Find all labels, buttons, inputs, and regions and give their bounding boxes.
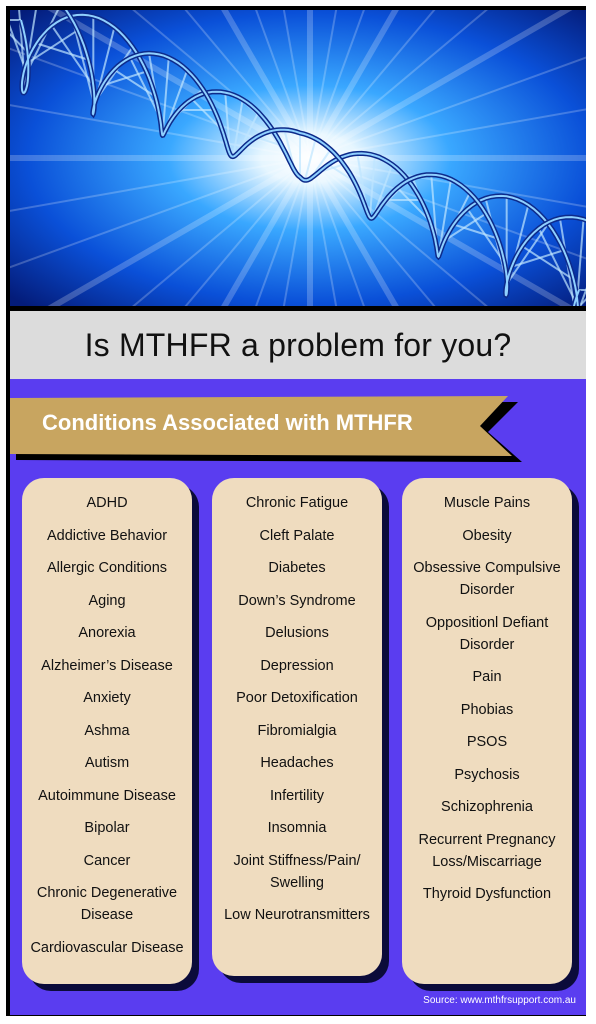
condition-item: Anorexia <box>78 625 136 641</box>
condition-item: Autism <box>84 755 130 771</box>
condition-item: Psychosis <box>454 766 520 783</box>
condition-item: Ashma <box>84 722 130 739</box>
condition-item: Oppositionl Defiant Disorder <box>425 614 549 653</box>
condition-item: Chronic Fatigue <box>245 495 349 511</box>
condition-item: Aging <box>88 592 126 609</box>
condition-item: Fibromialgia <box>257 722 337 739</box>
condition-item: Infertility <box>270 787 324 804</box>
dna-helix-image <box>10 10 586 306</box>
condition-item: Anxiety <box>83 690 131 706</box>
condition-item: Alzheimer’s Disease <box>41 657 173 674</box>
condition-item: Insomnia <box>267 820 327 836</box>
condition-item: Headaches <box>260 755 334 771</box>
condition-item: Cardiovascular Disease <box>30 939 184 956</box>
condition-item: Obsessive Compulsive Disorder <box>413 560 561 598</box>
condition-item: Thyroid Dysfunction <box>422 886 552 902</box>
banner-label: Conditions Associated with MTHFR <box>42 410 413 435</box>
conditions-column-3 <box>402 478 572 984</box>
title-band <box>10 311 586 379</box>
conditions-banner <box>10 396 530 466</box>
condition-item: Muscle Pains <box>443 495 531 511</box>
source-credit: Source: www.mthfrsupport.com.au <box>423 995 576 1006</box>
condition-item: ADHD <box>86 495 128 511</box>
condition-item: Delusions <box>265 625 329 641</box>
condition-item: Pain <box>472 669 502 685</box>
conditions-column-1 <box>22 478 192 984</box>
condition-item: Cleft Palate <box>259 527 335 544</box>
condition-item: Allergic Conditions <box>46 560 168 576</box>
condition-item: Recurrent Pregnancy Loss/Miscarriage <box>418 831 556 870</box>
condition-item: Phobias <box>460 701 514 718</box>
condition-item: Poor Detoxification <box>236 690 358 706</box>
condition-item: Joint Stiffness/Pain/ Swelling <box>233 852 361 891</box>
condition-item: Down’s Syndrome <box>238 592 356 609</box>
condition-item: Diabetes <box>268 560 326 576</box>
condition-item: Autoimmune Disease <box>38 787 176 804</box>
condition-item: Low Neurotransmitters <box>224 907 370 923</box>
condition-item: Chronic Degenerative Disease <box>36 885 178 923</box>
condition-item: Addictive Behavior <box>46 527 168 544</box>
conditions-column-2 <box>212 478 382 976</box>
condition-item: Schizophrenia <box>441 799 533 815</box>
condition-item: Bipolar <box>84 820 130 836</box>
page-title: Is MTHFR a problem for you? <box>84 326 512 363</box>
condition-item: PSOS <box>466 734 508 750</box>
condition-item: Obesity <box>462 527 512 544</box>
condition-item: Depression <box>260 657 334 674</box>
condition-item: Cancer <box>83 852 131 869</box>
